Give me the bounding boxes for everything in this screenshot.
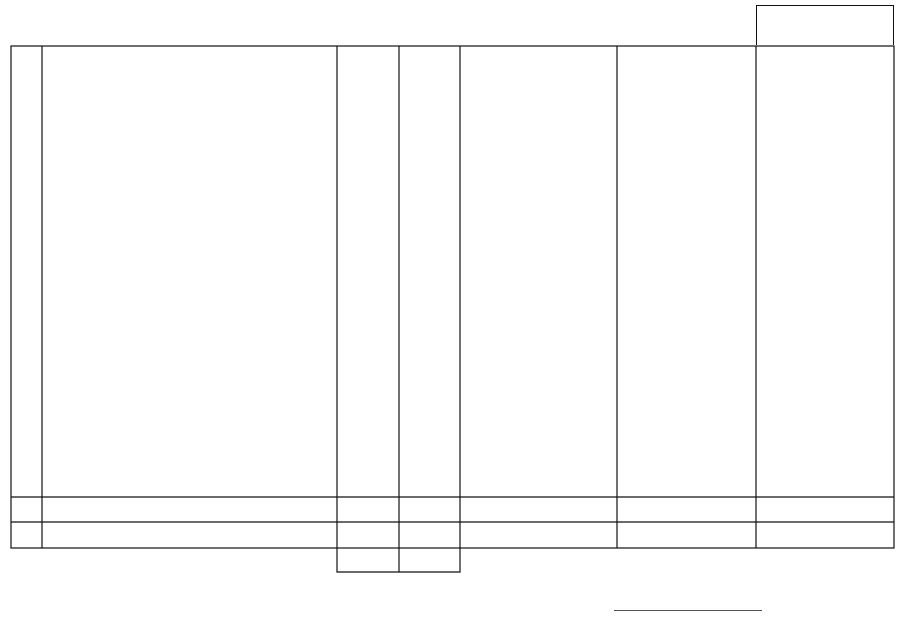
signature-line[interactable]: [614, 610, 762, 611]
